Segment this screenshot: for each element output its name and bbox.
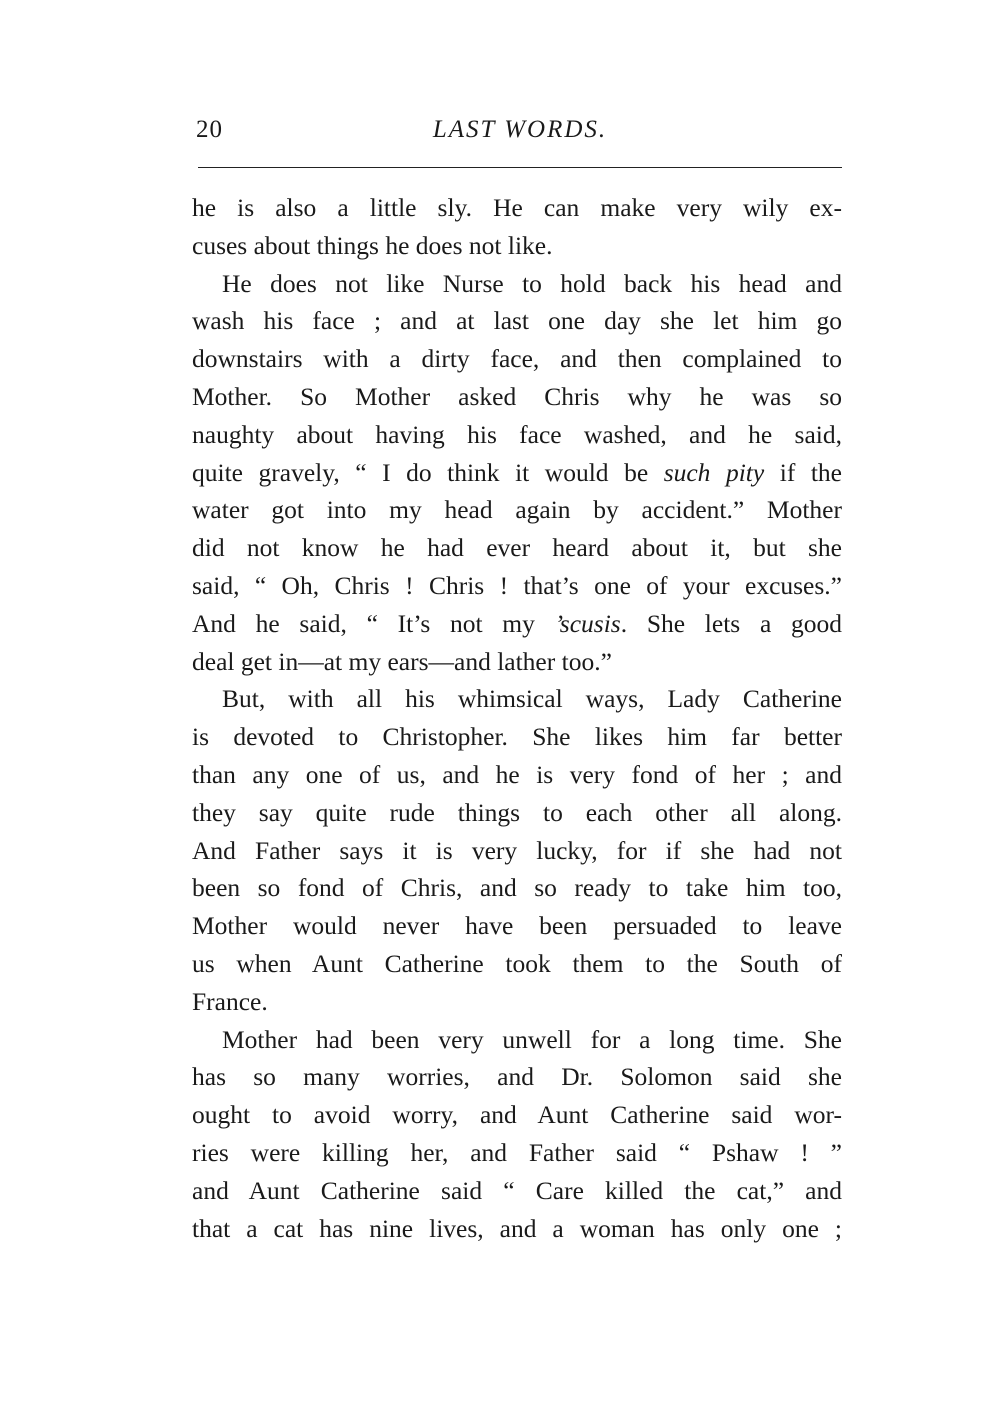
paragraph bbox=[192, 265, 842, 681]
text-line: has so many worries, and Dr. Solomon said she bbox=[192, 1062, 842, 1092]
text-line: And he said, “ It’s not my ’scusis. She lets a good bbox=[192, 608, 842, 638]
page-header bbox=[196, 116, 844, 152]
page-number: 20 bbox=[196, 116, 223, 143]
paragraph bbox=[192, 189, 842, 265]
text-line: Mother would never have been persuaded to leave bbox=[192, 911, 842, 941]
text-line: water got into my head again by accident.” Mother bbox=[192, 495, 842, 525]
header-rule bbox=[198, 167, 842, 168]
text-line: than any one of us, and he is very fond of her ; and bbox=[192, 759, 842, 789]
text-line: that a cat has nine lives, and a woman has only one ; bbox=[192, 1213, 842, 1243]
text-line: is devoted to Christopher. She likes him far better bbox=[192, 722, 842, 752]
text-line: And Father says it is very lucky, for if she had not bbox=[192, 835, 842, 865]
emphasis: such pity bbox=[663, 457, 765, 487]
text-line: ries were killing her, and Father said “ Pshaw ! ” bbox=[192, 1137, 842, 1167]
text-line: and Aunt Catherine said “ Care killed the cat,” and bbox=[192, 1175, 842, 1205]
text-line: downstairs with a dirty face, and then complained to bbox=[192, 344, 842, 374]
text-line: did not know he had ever heard about it, but she bbox=[192, 533, 842, 563]
text-line: deal get in—at my ears—and lather too.” bbox=[192, 646, 612, 676]
text-line: Mother had been very unwell for a long time. She bbox=[222, 1024, 842, 1054]
text-line: been so fond of Chris, and so ready to take him too, bbox=[192, 873, 842, 903]
text-line: cuses about things he does not like. bbox=[192, 230, 553, 260]
text-line: ought to avoid worry, and Aunt Catherine said wor- bbox=[192, 1100, 842, 1130]
text-line: Mother. So Mother asked Chris why he was so bbox=[192, 381, 842, 411]
text-line: But, with all his whimsical ways, Lady Catherine bbox=[222, 684, 842, 714]
text-line: said, “ Oh, Chris ! Chris ! that’s one of your excuses.” bbox=[192, 570, 842, 600]
body-text bbox=[192, 189, 842, 1247]
text-line: France. bbox=[192, 986, 268, 1016]
running-title: LAST WORDS. bbox=[432, 116, 608, 143]
text-line: naughty about having his face washed, and he said, bbox=[192, 419, 842, 449]
text-line: they say quite rude things to each other all along. bbox=[192, 797, 842, 827]
emphasis: ’scusis bbox=[554, 608, 621, 638]
text-line: he is also a little sly. He can make very wily ex- bbox=[192, 193, 842, 222]
text-line: wash his face ; and at last one day she let him go bbox=[192, 306, 842, 336]
text-line: He does not like Nurse to hold back his head and bbox=[222, 268, 842, 298]
paragraph bbox=[192, 680, 842, 1020]
paragraph bbox=[192, 1021, 842, 1248]
text-line: quite gravely, “ I do think it would be such pity if the bbox=[192, 457, 842, 487]
text-line: us when Aunt Catherine took them to the South of bbox=[192, 948, 842, 978]
